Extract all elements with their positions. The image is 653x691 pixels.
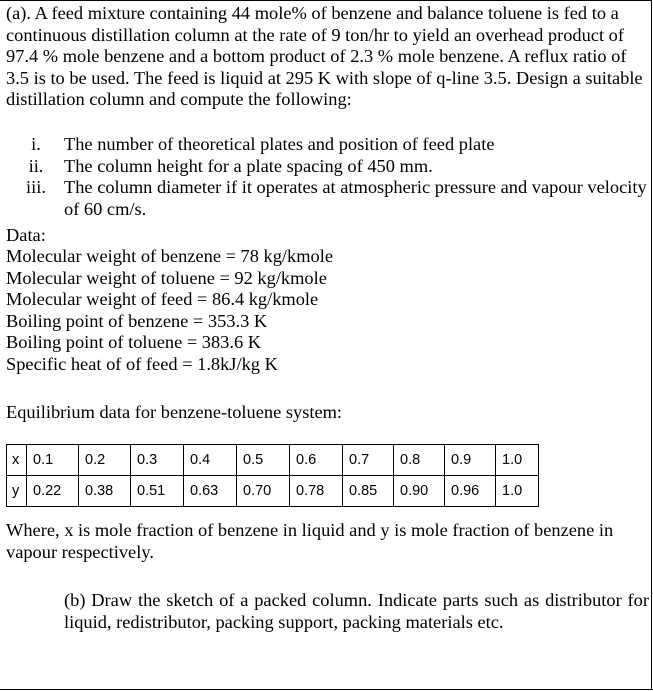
- task-text: The column height for a plate spacing of 450 mm.: [64, 155, 433, 176]
- task-text: The column diameter if it operates at atmospheric pressure and vapour velocity of 60 cm/s.: [64, 177, 647, 219]
- table-cell: 1.0: [496, 476, 539, 507]
- table-cell: 0.85: [343, 476, 394, 507]
- table-cell: 0.96: [445, 476, 496, 507]
- data-line: Specific heat of of feed = 1.8kJ/kg K: [6, 353, 278, 374]
- question-intro: (a). A feed mixture containing 44 mole% of benzene and balance toluene is fed to a continuous distillation column at the rate of 9 ton/hr to yield an overhead product of 97.4 % mole benzene and a bottom product of 2.3 % mole benzene. A reflux ratio of 3.5 is to be used. The feed is liquid at 295 K with slope of q-line 3.5. Design a suitable distillation column and compute the following:: [6, 3, 643, 110]
- data-list: [6, 246, 646, 376]
- equilibrium-title: Equilibrium data for benzene-toluene system:: [6, 402, 343, 422]
- task-text: The number of theoretical plates and position of feed plate: [64, 134, 495, 154]
- task-list: [8, 134, 648, 220]
- bottom-rule: [0, 689, 653, 690]
- table-cell: 0.9: [445, 445, 496, 476]
- table-cell: 1.0: [496, 445, 539, 476]
- task-number: ii.: [28, 155, 44, 176]
- task-number: iii.: [26, 177, 46, 198]
- part-b-question: (b) Draw the sketch of a packed column. Indicate parts such as distributor for liquid, redistributor, packing support, packing materials etc.: [64, 590, 649, 632]
- task-item: [8, 156, 648, 178]
- task-item: [8, 134, 648, 156]
- table-cell: 0.63: [184, 476, 237, 507]
- data-heading: Data:: [6, 225, 46, 245]
- table-row-y: [7, 476, 539, 507]
- table-cell: 0.78: [290, 476, 343, 507]
- table-cell: 0.38: [79, 476, 131, 507]
- table-cell: 0.90: [394, 476, 445, 507]
- row-label-x: x: [7, 445, 27, 476]
- table-cell: 0.22: [27, 476, 79, 507]
- table-cell: 0.3: [131, 445, 184, 476]
- task-number: i.: [31, 134, 41, 154]
- table-cell: 0.70: [237, 476, 290, 507]
- table-cell: 0.51: [131, 476, 184, 507]
- equilibrium-table: [6, 444, 539, 507]
- table-row-x: [7, 445, 539, 476]
- data-line: Molecular weight of feed = 86.4 kg/kmole: [6, 289, 319, 310]
- row-label-y: y: [7, 476, 27, 507]
- task-item: [8, 177, 648, 220]
- table-cell: 0.6: [290, 445, 343, 476]
- data-line: Boiling point of toluene = 383.6 K: [6, 332, 262, 353]
- table-cell: 0.1: [27, 445, 79, 476]
- data-line: Boiling point of benzene = 353.3 K: [6, 310, 268, 331]
- table-cell: 0.2: [79, 445, 131, 476]
- table-cell: 0.5: [237, 445, 290, 476]
- data-line: Molecular weight of benzene = 78 kg/kmole: [6, 246, 333, 266]
- table-cell: 0.8: [394, 445, 445, 476]
- data-line: Molecular weight of toluene = 92 kg/kmole: [6, 267, 327, 288]
- table-cell: 0.4: [184, 445, 237, 476]
- where-note: Where, x is mole fraction of benzene in liquid and y is mole fraction of benzene in vapour respectively.: [6, 520, 614, 562]
- table-cell: 0.7: [343, 445, 394, 476]
